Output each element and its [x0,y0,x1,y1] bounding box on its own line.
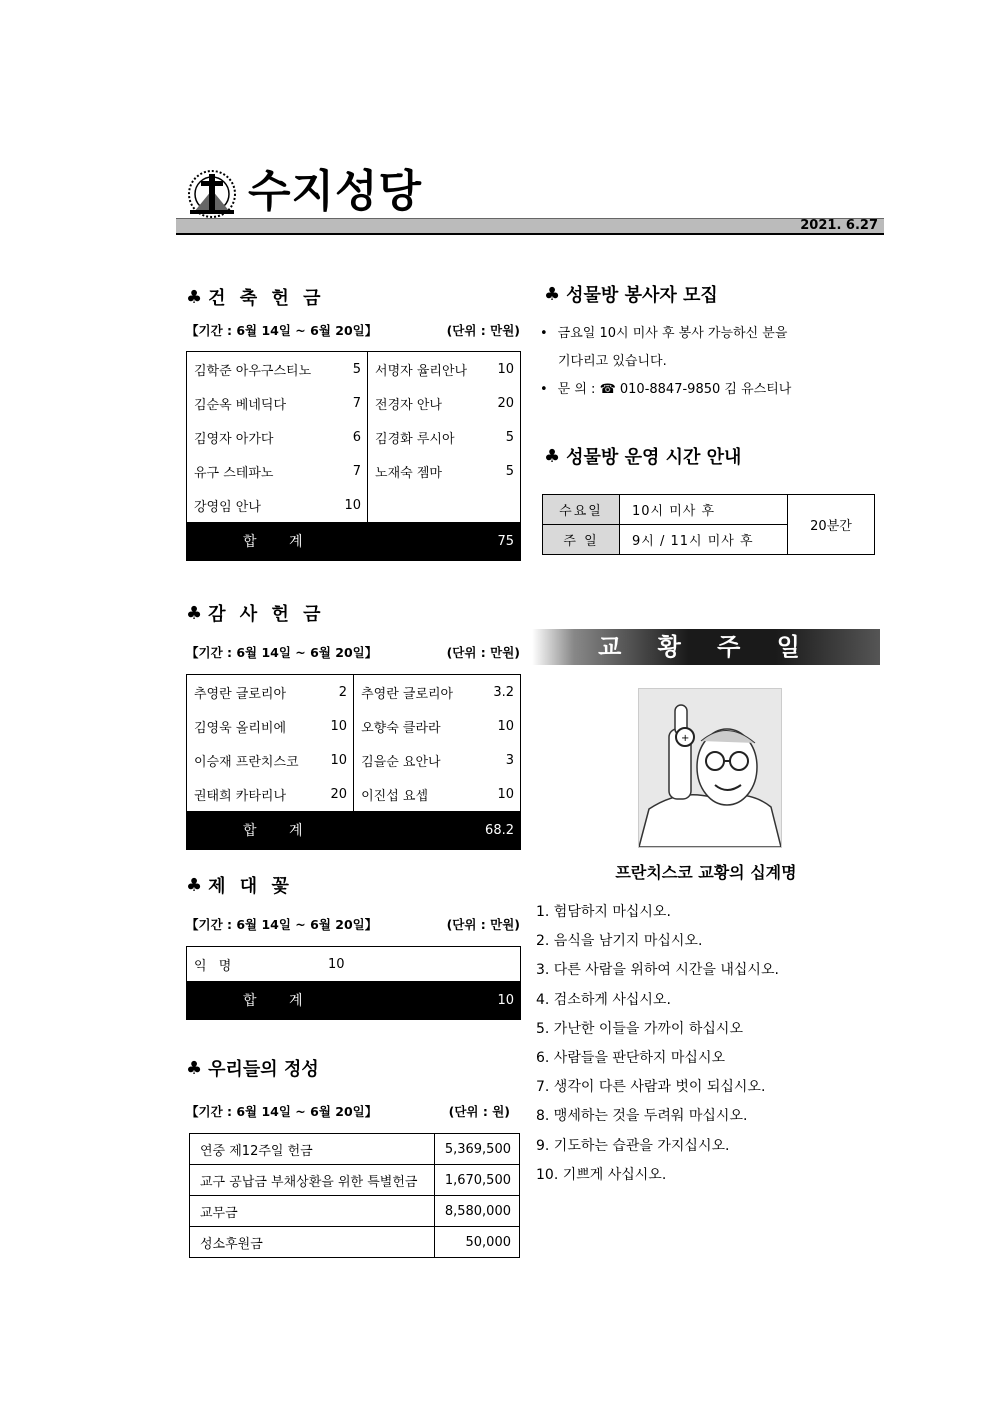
altar-flowers-period: 【기간 : 6월 14일 ~ 6월 20일】 (단위 : 만원) [186,917,520,932]
altar-flowers-table [186,946,521,1020]
total-row: 합 계 68.2 [187,811,521,850]
list-item: 3. 다른 사람을 위하여 시간을 내십시오. [536,962,779,979]
thanks-offering-table [186,674,521,850]
table-row: 이승재 프란치스코 10 김을순 요안나 3 [187,743,521,777]
list-item: 6. 사람들을 판단하지 마십시오 [536,1050,725,1067]
building-fund-table [186,351,521,561]
building-fund-period: 【기간 : 6월 14일 ~ 6월 20일】 (단위 : 만원) [186,323,520,338]
table-row: 강영임 안나 10 [187,488,521,522]
shop-hours-table [542,494,875,555]
club-icon: ♣ [186,602,203,624]
pope-sunday-banner: 교 황 주 일 [532,629,880,665]
header-bar [176,218,884,235]
table-row: 김영자 아가다 6 김경화 루시아 5 [187,420,521,454]
table-row: 유구 스테파노 7 노재숙 젬마 5 [187,454,521,488]
table-row: 김순옥 베네딕다 7 전경자 안나 20 [187,386,521,420]
list-item: 10. 기쁘게 사십시오. [536,1166,667,1183]
table-row: 교구 공납금 부채상환을 위한 특별헌금 1,670,500 [190,1165,520,1196]
table-row: 교무금 8,580,000 [190,1196,520,1227]
shop-hours-heading: ♣ 성물방 운영 시간 안내 [544,445,742,468]
our-offerings-period: 【기간 : 6월 14일 ~ 6월 20일】 (단위 : 원) [186,1104,510,1119]
list-item: 2. 음식을 남기지 마십시오. [536,933,703,950]
church-name: 수지성당 [248,166,423,217]
club-icon: ♣ [544,445,561,467]
list-item: 9. 기도하는 습관을 가지십시오. [536,1137,730,1154]
thanks-offering-heading: ♣ 감 사 헌 금 [186,602,325,625]
list-item: 기다리고 있습니다. [558,354,667,369]
ten-commandments-title: 프란치스코 교황의 십계명 [615,863,797,882]
club-icon: ♣ [186,874,203,896]
list-item: • 금요일 10시 미사 후 봉사 가능하신 분을 [540,320,791,348]
table-row: 익 명 10 [194,956,345,974]
pope-portrait-icon [639,689,781,847]
volunteer-notice [540,320,791,404]
table-row: 김영욱 올리비에 10 오향숙 클라라 10 [187,709,521,743]
table-row: 김학준 아우구스티노 5 서명자 율리안나 10 [187,352,521,387]
svg-text:+: + [681,733,690,744]
table-row: 주 일 9시 / 11시 미사 후 [543,525,875,555]
volunteer-heading: ♣ 성물방 봉사자 모집 [544,283,718,306]
list-item: 5. 가난한 이들을 가까이 하십시오 [536,1020,743,1037]
total-row: 합 계 10 [187,981,521,1020]
our-offerings-table [189,1133,520,1258]
club-icon: ♣ [544,283,561,305]
pope-francis-illustration [638,688,782,848]
list-item: 7. 생각이 다른 사람과 벗이 되십시오. [536,1079,766,1096]
our-offerings-heading: ♣ 우리들의 정성 [186,1057,319,1080]
thanks-offering-period: 【기간 : 6월 14일 ~ 6월 20일】 (단위 : 만원) [186,645,520,660]
altar-flowers-heading: ♣ 제 대 꽃 [186,874,293,897]
total-row: 합 계 75 [187,522,521,561]
bulletin-date: 2021. 6.27 [800,218,878,233]
club-icon: ♣ [186,1057,203,1079]
list-item: 8. 맹세하는 것을 두려워 마십시오. [536,1108,748,1125]
table-row: 성소후원금 50,000 [190,1227,520,1258]
ten-commandments-list [536,898,779,1190]
cross-sunburst-icon [186,166,238,218]
club-icon: ♣ [186,286,203,308]
building-fund-heading: ♣ 건 축 헌 금 [186,286,325,309]
table-row: 연중 제12주일 헌금 5,369,500 [190,1134,520,1165]
masthead [186,164,422,220]
table-row: 권태희 카타리나 20 이진섭 요셉 10 [187,777,521,811]
table-row: 추영란 글로리아 2 추영란 글로리아 3.2 [187,675,521,710]
list-item: 4. 검소하게 사십시오. [536,991,671,1008]
list-item: 1. 험담하지 마십시오. [536,904,671,920]
table-row: 수요일 10시 미사 후 20분간 [543,495,875,525]
list-item: • 문 의 : ☎ 010-8847-9850 김 유스티나 [540,376,791,404]
